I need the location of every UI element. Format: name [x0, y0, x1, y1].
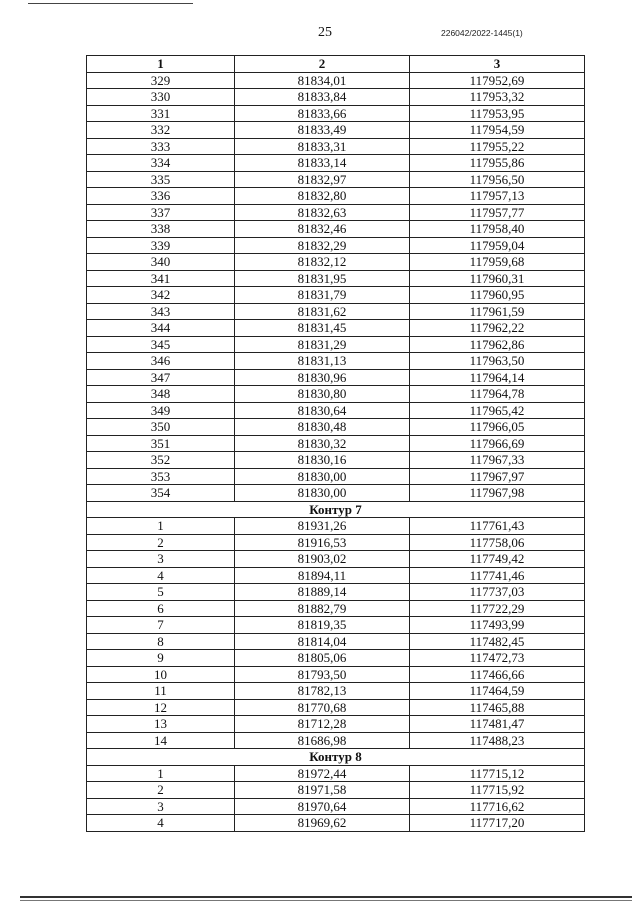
point-number-cell: 8 [87, 633, 235, 650]
y-coordinate-cell: 117967,97 [410, 468, 585, 485]
bottom-rule [20, 896, 632, 898]
coordinates-table [86, 55, 585, 832]
point-number-cell: 2 [87, 534, 235, 551]
table-row [87, 254, 585, 271]
y-coordinate-cell: 117466,66 [410, 666, 585, 683]
x-coordinate-cell: 81712,28 [235, 716, 410, 733]
table-row [87, 386, 585, 403]
point-number-cell: 7 [87, 617, 235, 634]
table-row [87, 699, 585, 716]
point-number-cell: 345 [87, 336, 235, 353]
point-number-cell: 4 [87, 815, 235, 832]
table-row [87, 534, 585, 551]
table-row [87, 122, 585, 139]
point-number-cell: 331 [87, 105, 235, 122]
point-number-cell: 9 [87, 650, 235, 667]
point-number-cell: 352 [87, 452, 235, 469]
x-coordinate-cell: 81832,97 [235, 171, 410, 188]
column-header-2: 2 [235, 56, 410, 73]
y-coordinate-cell: 117472,73 [410, 650, 585, 667]
y-coordinate-cell: 117963,50 [410, 353, 585, 370]
x-coordinate-cell: 81830,96 [235, 369, 410, 386]
y-coordinate-cell: 117957,77 [410, 204, 585, 221]
x-coordinate-cell: 81831,79 [235, 287, 410, 304]
table-row [87, 270, 585, 287]
y-coordinate-cell: 117967,98 [410, 485, 585, 502]
section-title: Контур 8 [87, 749, 585, 766]
y-coordinate-cell: 117464,59 [410, 683, 585, 700]
point-number-cell: 338 [87, 221, 235, 238]
point-number-cell: 3 [87, 798, 235, 815]
x-coordinate-cell: 81903,02 [235, 551, 410, 568]
table-row [87, 105, 585, 122]
y-coordinate-cell: 117493,99 [410, 617, 585, 634]
y-coordinate-cell: 117737,03 [410, 584, 585, 601]
point-number-cell: 3 [87, 551, 235, 568]
y-coordinate-cell: 117964,14 [410, 369, 585, 386]
x-coordinate-cell: 81831,29 [235, 336, 410, 353]
table-row [87, 584, 585, 601]
y-coordinate-cell: 117962,86 [410, 336, 585, 353]
table-row [87, 353, 585, 370]
y-coordinate-cell: 117488,23 [410, 732, 585, 749]
bottom-rule-thin [20, 900, 632, 901]
x-coordinate-cell: 81970,64 [235, 798, 410, 815]
table-row [87, 798, 585, 815]
x-coordinate-cell: 81819,35 [235, 617, 410, 634]
x-coordinate-cell: 81814,04 [235, 633, 410, 650]
table-body [87, 72, 585, 831]
table-row [87, 683, 585, 700]
table-row [87, 171, 585, 188]
column-header-1: 1 [87, 56, 235, 73]
point-number-cell: 339 [87, 237, 235, 254]
table-row [87, 155, 585, 172]
table-row [87, 435, 585, 452]
y-coordinate-cell: 117959,68 [410, 254, 585, 271]
x-coordinate-cell: 81832,46 [235, 221, 410, 238]
x-coordinate-cell: 81833,66 [235, 105, 410, 122]
point-number-cell: 14 [87, 732, 235, 749]
x-coordinate-cell: 81831,45 [235, 320, 410, 337]
x-coordinate-cell: 81834,01 [235, 72, 410, 89]
y-coordinate-cell: 117953,95 [410, 105, 585, 122]
point-number-cell: 10 [87, 666, 235, 683]
y-coordinate-cell: 117956,50 [410, 171, 585, 188]
x-coordinate-cell: 81894,11 [235, 567, 410, 584]
y-coordinate-cell: 117967,33 [410, 452, 585, 469]
y-coordinate-cell: 117959,04 [410, 237, 585, 254]
point-number-cell: 351 [87, 435, 235, 452]
point-number-cell: 13 [87, 716, 235, 733]
table-row [87, 468, 585, 485]
y-coordinate-cell: 117953,32 [410, 89, 585, 106]
point-number-cell: 11 [87, 683, 235, 700]
x-coordinate-cell: 81830,48 [235, 419, 410, 436]
point-number-cell: 342 [87, 287, 235, 304]
point-number-cell: 350 [87, 419, 235, 436]
point-number-cell: 341 [87, 270, 235, 287]
y-coordinate-cell: 117481,47 [410, 716, 585, 733]
point-number-cell: 354 [87, 485, 235, 502]
y-coordinate-cell: 117955,86 [410, 155, 585, 172]
x-coordinate-cell: 81916,53 [235, 534, 410, 551]
x-coordinate-cell: 81931,26 [235, 518, 410, 535]
table-row [87, 567, 585, 584]
y-coordinate-cell: 117966,05 [410, 419, 585, 436]
x-coordinate-cell: 81832,29 [235, 237, 410, 254]
point-number-cell: 332 [87, 122, 235, 139]
table-row [87, 633, 585, 650]
y-coordinate-cell: 117962,22 [410, 320, 585, 337]
x-coordinate-cell: 81833,31 [235, 138, 410, 155]
column-header-3: 3 [410, 56, 585, 73]
y-coordinate-cell: 117716,62 [410, 798, 585, 815]
table-row [87, 336, 585, 353]
x-coordinate-cell: 81831,62 [235, 303, 410, 320]
x-coordinate-cell: 81832,80 [235, 188, 410, 205]
document-id: 226042/2022-1445(1) [441, 28, 523, 38]
x-coordinate-cell: 81972,44 [235, 765, 410, 782]
table-row [87, 815, 585, 832]
y-coordinate-cell: 117966,69 [410, 435, 585, 452]
y-coordinate-cell: 117958,40 [410, 221, 585, 238]
x-coordinate-cell: 81833,14 [235, 155, 410, 172]
y-coordinate-cell: 117722,29 [410, 600, 585, 617]
x-coordinate-cell: 81830,00 [235, 468, 410, 485]
table-row [87, 666, 585, 683]
y-coordinate-cell: 117954,59 [410, 122, 585, 139]
x-coordinate-cell: 81832,12 [235, 254, 410, 271]
point-number-cell: 343 [87, 303, 235, 320]
table-row [87, 237, 585, 254]
section-row [87, 749, 585, 766]
section-title: Контур 7 [87, 501, 585, 518]
section-row [87, 501, 585, 518]
point-number-cell: 333 [87, 138, 235, 155]
x-coordinate-cell: 81830,32 [235, 435, 410, 452]
point-number-cell: 348 [87, 386, 235, 403]
point-number-cell: 4 [87, 567, 235, 584]
table-row [87, 485, 585, 502]
point-number-cell: 349 [87, 402, 235, 419]
x-coordinate-cell: 81833,84 [235, 89, 410, 106]
table-row [87, 617, 585, 634]
y-coordinate-cell: 117465,88 [410, 699, 585, 716]
table-row [87, 732, 585, 749]
point-number-cell: 335 [87, 171, 235, 188]
y-coordinate-cell: 117965,42 [410, 402, 585, 419]
point-number-cell: 347 [87, 369, 235, 386]
y-coordinate-cell: 117758,06 [410, 534, 585, 551]
x-coordinate-cell: 81830,16 [235, 452, 410, 469]
point-number-cell: 5 [87, 584, 235, 601]
table-row [87, 782, 585, 799]
y-coordinate-cell: 117749,42 [410, 551, 585, 568]
page-number: 25 [318, 25, 332, 40]
x-coordinate-cell: 81782,13 [235, 683, 410, 700]
y-coordinate-cell: 117482,45 [410, 633, 585, 650]
point-number-cell: 344 [87, 320, 235, 337]
table-row [87, 419, 585, 436]
table-row [87, 452, 585, 469]
table-row [87, 72, 585, 89]
point-number-cell: 337 [87, 204, 235, 221]
y-coordinate-cell: 117964,78 [410, 386, 585, 403]
y-coordinate-cell: 117960,95 [410, 287, 585, 304]
x-coordinate-cell: 81793,50 [235, 666, 410, 683]
table-row [87, 402, 585, 419]
y-coordinate-cell: 117955,22 [410, 138, 585, 155]
y-coordinate-cell: 117741,46 [410, 567, 585, 584]
x-coordinate-cell: 81969,62 [235, 815, 410, 832]
point-number-cell: 353 [87, 468, 235, 485]
x-coordinate-cell: 81832,63 [235, 204, 410, 221]
point-number-cell: 336 [87, 188, 235, 205]
x-coordinate-cell: 81831,13 [235, 353, 410, 370]
x-coordinate-cell: 81830,00 [235, 485, 410, 502]
table-row [87, 716, 585, 733]
x-coordinate-cell: 81889,14 [235, 584, 410, 601]
top-rule [28, 3, 193, 4]
x-coordinate-cell: 81830,80 [235, 386, 410, 403]
table-row [87, 89, 585, 106]
point-number-cell: 334 [87, 155, 235, 172]
table-row [87, 303, 585, 320]
y-coordinate-cell: 117715,12 [410, 765, 585, 782]
y-coordinate-cell: 117952,69 [410, 72, 585, 89]
x-coordinate-cell: 81805,06 [235, 650, 410, 667]
point-number-cell: 2 [87, 782, 235, 799]
point-number-cell: 1 [87, 518, 235, 535]
table-row [87, 369, 585, 386]
table-row [87, 551, 585, 568]
y-coordinate-cell: 117761,43 [410, 518, 585, 535]
x-coordinate-cell: 81770,68 [235, 699, 410, 716]
x-coordinate-cell: 81833,49 [235, 122, 410, 139]
point-number-cell: 12 [87, 699, 235, 716]
x-coordinate-cell: 81971,58 [235, 782, 410, 799]
table-row [87, 221, 585, 238]
table-row [87, 188, 585, 205]
x-coordinate-cell: 81831,95 [235, 270, 410, 287]
x-coordinate-cell: 81830,64 [235, 402, 410, 419]
point-number-cell: 340 [87, 254, 235, 271]
x-coordinate-cell: 81686,98 [235, 732, 410, 749]
y-coordinate-cell: 117961,59 [410, 303, 585, 320]
point-number-cell: 329 [87, 72, 235, 89]
y-coordinate-cell: 117957,13 [410, 188, 585, 205]
table-row [87, 287, 585, 304]
y-coordinate-cell: 117960,31 [410, 270, 585, 287]
table-row [87, 138, 585, 155]
point-number-cell: 346 [87, 353, 235, 370]
table-row [87, 204, 585, 221]
table-row [87, 600, 585, 617]
point-number-cell: 6 [87, 600, 235, 617]
table-row [87, 518, 585, 535]
table-row [87, 650, 585, 667]
x-coordinate-cell: 81882,79 [235, 600, 410, 617]
y-coordinate-cell: 117715,92 [410, 782, 585, 799]
table-header-row [87, 56, 585, 73]
point-number-cell: 330 [87, 89, 235, 106]
table-row [87, 320, 585, 337]
y-coordinate-cell: 117717,20 [410, 815, 585, 832]
point-number-cell: 1 [87, 765, 235, 782]
table-row [87, 765, 585, 782]
